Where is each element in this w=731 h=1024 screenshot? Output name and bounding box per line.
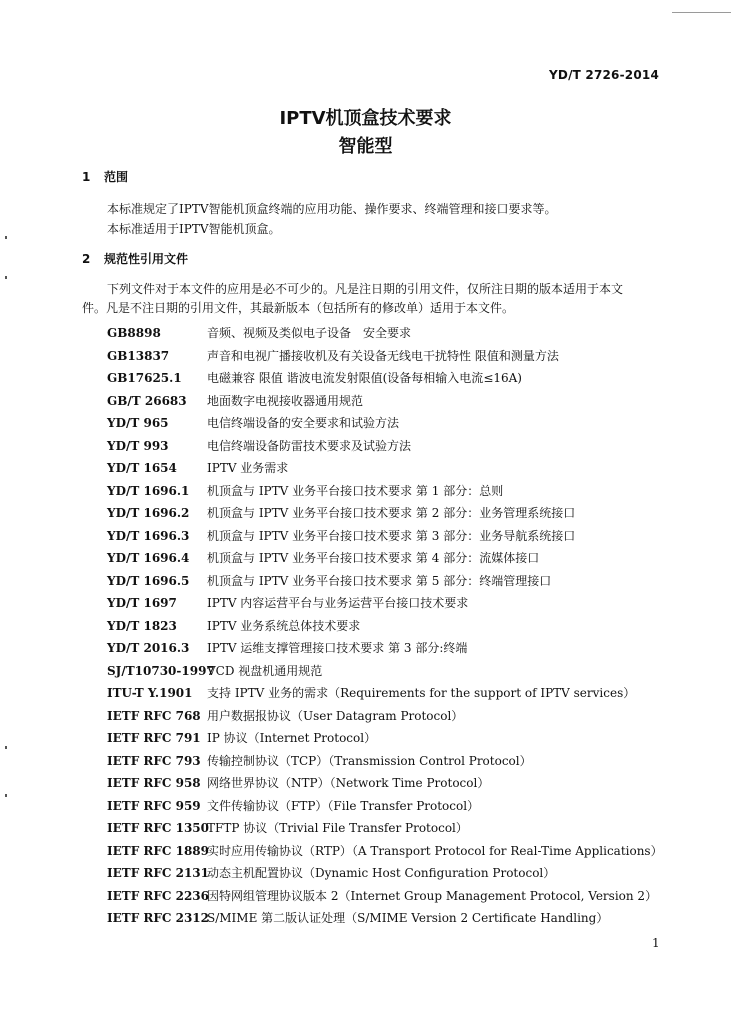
- reference-code: YD/T 1696.2: [107, 506, 190, 520]
- reference-item: [107, 795, 663, 818]
- reference-item: [107, 412, 663, 435]
- reference-item: [107, 615, 663, 638]
- reference-item: [107, 525, 663, 548]
- reference-title: 机顶盒与 IPTV 业务平台接口技术要求 第 4 部分：流媒体接口: [207, 551, 540, 565]
- reference-title: 用户数据报协议（User Datagram Protocol）: [207, 708, 464, 723]
- references-intro-line-1: 下列文件对于本文件的应用是必不可少的。凡是注日期的引用文件，仅所注日期的版本适用于本文: [107, 282, 624, 296]
- reference-item: [107, 660, 663, 683]
- scope-paragraph-1: 本标准规定了IPTV智能机顶盒终端的应用功能、操作要求、终端管理和接口要求等。: [107, 202, 557, 216]
- reference-item: [107, 570, 663, 593]
- reference-code: YD/T 1654: [107, 461, 177, 475]
- reference-title: 电信终端设备防雷技术要求及试验方法: [207, 438, 412, 453]
- reference-item: [107, 502, 663, 525]
- scan-artifact: [5, 794, 7, 797]
- section-title: 规范性引用文件: [104, 252, 189, 266]
- reference-item: [107, 390, 663, 413]
- reference-code: YD/T 1696.3: [107, 528, 190, 543]
- section-title: 范围: [104, 170, 129, 184]
- reference-item: [107, 682, 663, 705]
- reference-item: [107, 322, 663, 345]
- reference-item: [107, 592, 663, 615]
- reference-item: [107, 885, 663, 908]
- reference-title: IPTV 内容运营平台与业务运营平台接口技术要求: [207, 596, 469, 610]
- reference-item: [107, 480, 663, 503]
- reference-item: [107, 435, 663, 458]
- reference-item: [107, 705, 663, 728]
- reference-title: 支持 IPTV 业务的需求（Requirements for the support of IPTV services）: [207, 686, 636, 700]
- reference-code: YD/T 1696.4: [107, 551, 190, 565]
- reference-title: 电磁兼容 限值 谐波电流发射限值(设备每相输入电流≤16A): [207, 371, 522, 385]
- reference-code: IETF RFC 2312: [107, 911, 210, 925]
- reference-code: YD/T 1823: [107, 618, 177, 633]
- reference-item: [107, 840, 663, 863]
- reference-title: 机顶盒与 IPTV 业务平台接口技术要求 第 1 部分：总则: [207, 483, 504, 498]
- document-code: YD/T 2726-2014: [549, 68, 659, 82]
- reference-code: YD/T 1696.1: [107, 483, 190, 498]
- reference-title: 声音和电视广播接收机及有关设备无线电干扰特性 限值和测量方法: [207, 348, 559, 363]
- reference-item: [107, 862, 663, 885]
- section-number: 1: [82, 170, 91, 184]
- scan-artifact: [5, 746, 7, 749]
- reference-title: 传输控制协议（TCP）（Transmission Control Protocol）: [207, 753, 532, 768]
- scan-artifact: [5, 276, 7, 279]
- reference-code: IETF RFC 791: [107, 731, 201, 745]
- reference-item: [107, 750, 663, 773]
- reference-item: [107, 907, 663, 930]
- reference-code: IETF RFC 1350: [107, 821, 210, 835]
- references-intro-line-2: 件。凡是不注日期的引用文件，其最新版本（包括所有的修改单）适用于本文件。: [82, 301, 515, 315]
- reference-code: IETF RFC 959: [107, 798, 201, 813]
- reference-title: 文件传输协议（FTP）（File Transfer Protocol）: [207, 798, 480, 813]
- reference-code: ITU-T Y.1901: [107, 686, 193, 700]
- section-heading-references: [82, 250, 188, 267]
- reference-item: [107, 457, 663, 480]
- page-number: 1: [652, 936, 660, 950]
- reference-code: GB8898: [107, 326, 161, 340]
- document-title: IPTV机顶盒技术要求: [279, 108, 452, 129]
- reference-list: [107, 322, 663, 930]
- reference-item: [107, 772, 663, 795]
- reference-code: YD/T 1697: [107, 596, 177, 610]
- reference-item: [107, 367, 663, 390]
- reference-code: GB13837: [107, 348, 170, 363]
- scope-paragraph-2: 本标准适用于IPTV智能机顶盒。: [107, 222, 281, 236]
- reference-title: 音频、视频及类似电子设备 安全要求: [207, 326, 412, 340]
- reference-title: 网络世界协议（NTP）（Network Time Protocol）: [207, 776, 490, 790]
- reference-code: IETF RFC 1889: [107, 843, 210, 858]
- reference-title: 实时应用传输协议（RTP）（A Transport Protocol for Real-Time Applications）: [207, 843, 663, 858]
- document-subtitle: 智能型: [338, 136, 393, 157]
- reference-item: [107, 547, 663, 570]
- reference-title: IPTV 业务系统总体技术要求: [207, 618, 361, 633]
- section-number: 2: [82, 252, 91, 266]
- reference-code: IETF RFC 2236: [107, 888, 210, 903]
- reference-title: VCD 视盘机通用规范: [207, 663, 323, 678]
- reference-code: YD/T 2016.3: [107, 641, 190, 655]
- reference-code: IETF RFC 2131: [107, 866, 210, 880]
- reference-title: 因特网组管理协议版本 2（Internet Group Management Protocol, Version 2）: [207, 888, 658, 903]
- reference-code: IETF RFC 768: [107, 708, 201, 723]
- reference-code: YD/T 993: [107, 438, 169, 453]
- reference-title: 地面数字电视接收器通用规范: [207, 393, 364, 408]
- reference-code: IETF RFC 958: [107, 776, 201, 790]
- reference-item: [107, 637, 663, 660]
- scan-edge-line: [672, 12, 731, 13]
- reference-item: [107, 817, 663, 840]
- reference-title: S/MIME 第二版认证处理（S/MIME Version 2 Certificate Handling）: [207, 911, 609, 925]
- reference-title: 电信终端设备的安全要求和试验方法: [207, 416, 400, 430]
- reference-title: 机顶盒与 IPTV 业务平台接口技术要求 第 2 部分：业务管理系统接口: [207, 506, 576, 520]
- scan-artifact: [5, 236, 7, 239]
- reference-title: IPTV 业务需求: [207, 461, 289, 475]
- section-heading-scope: [82, 168, 128, 185]
- reference-code: GB/T 26683: [107, 393, 187, 408]
- reference-item: [107, 727, 663, 750]
- reference-title: 动态主机配置协议（Dynamic Host Configuration Protocol）: [207, 866, 556, 880]
- reference-code: YD/T 965: [107, 416, 169, 430]
- reference-title: IP 协议（Internet Protocol）: [207, 731, 377, 745]
- reference-title: IPTV 运维支撑管理接口技术要求 第 3 部分:终端: [207, 641, 468, 655]
- reference-item: [107, 345, 663, 368]
- reference-title: TFTP 协议（Trivial File Transfer Protocol）: [207, 821, 468, 835]
- reference-code: GB17625.1: [107, 371, 182, 385]
- reference-title: 机顶盒与 IPTV 业务平台接口技术要求 第 5 部分：终端管理接口: [207, 573, 552, 588]
- reference-title: 机顶盒与 IPTV 业务平台接口技术要求 第 3 部分：业务导航系统接口: [207, 528, 576, 543]
- reference-code: YD/T 1696.5: [107, 573, 190, 588]
- reference-code: IETF RFC 793: [107, 753, 201, 768]
- reference-code: SJ/T10730-1997: [107, 663, 215, 678]
